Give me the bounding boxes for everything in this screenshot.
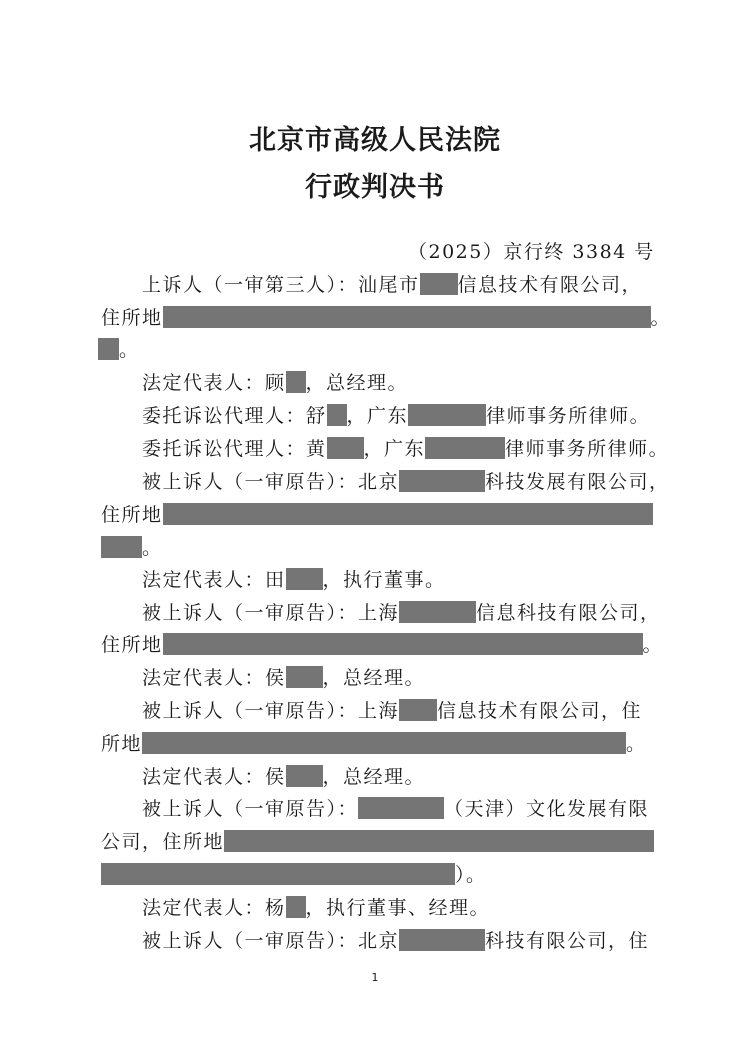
court-title: 北京市高级人民法院 (249, 125, 501, 156)
agent-label: 委托诉讼代理人： (142, 438, 307, 460)
agent-label: 委托诉讼代理人： (142, 405, 307, 427)
paren-period: ）。 (455, 864, 487, 886)
appellee-label: 被上诉人（一审原告）： (142, 930, 359, 952)
agent1-line (142, 404, 650, 428)
redaction-block (286, 568, 323, 590)
redaction-block (425, 437, 505, 459)
redaction-block (163, 503, 653, 525)
appellee3-line (142, 699, 642, 723)
law-firm: 律师事务所律师。 (486, 405, 651, 427)
redaction-block (286, 666, 323, 688)
rep-surname: 侯 (265, 667, 286, 689)
redaction-block (286, 896, 306, 918)
appellant-rep-line (142, 371, 408, 395)
appellee-label: 被上诉人（一审原告）： (142, 700, 359, 722)
redaction-block (98, 338, 119, 360)
appellee4-line (142, 797, 649, 821)
redaction-block (399, 929, 485, 951)
agent-surname: 舒 (306, 405, 327, 427)
appellee4-rep-line (142, 896, 490, 920)
province: 广东 (384, 438, 426, 460)
appellant-city: 汕尾市 (358, 274, 420, 296)
appellee-city: 北京 (358, 471, 400, 493)
rep-label: 法定代表人： (142, 372, 266, 394)
appellee-city: 北京 (358, 930, 400, 952)
page-number: 1 (371, 971, 379, 984)
appellee-label: 被上诉人（一审原告）： (142, 602, 359, 624)
period: 。 (642, 634, 664, 656)
appellee-company: 科技发展有限公司， (485, 471, 670, 493)
redaction-block (399, 470, 485, 492)
appellee-city: 上海 (358, 700, 400, 722)
redaction-block (163, 633, 643, 655)
appellee2-line (142, 601, 661, 625)
redaction-block (420, 273, 458, 295)
redaction-block (286, 765, 323, 787)
redaction-block (399, 699, 437, 721)
appellee-company: 信息技术有限公司，住 (437, 700, 643, 722)
appellee1-address-line (101, 503, 653, 527)
period: 。 (650, 307, 672, 329)
appellee2-address-line (101, 633, 663, 657)
period: 。 (142, 537, 163, 559)
address-label: 所地 (101, 733, 143, 755)
appellee3-address-line (101, 732, 647, 756)
rep-label: 法定代表人： (142, 897, 266, 919)
appellee-company: 科技有限公司，住 (485, 930, 650, 952)
appellee5-line (142, 929, 649, 953)
redaction-block (224, 830, 654, 852)
comma: ， (346, 405, 368, 427)
rep-label: 法定代表人： (142, 569, 266, 591)
appellee1-rep-line (142, 568, 446, 592)
redaction-block (358, 797, 444, 819)
rep-label: 法定代表人： (142, 667, 266, 689)
comma: ， (322, 569, 344, 591)
appellee4-address-cont (101, 863, 487, 887)
agent2-line (142, 437, 669, 461)
redaction-block (163, 306, 651, 328)
appellee-company: 信息科技有限公司， (476, 602, 661, 624)
redaction-block (327, 404, 347, 426)
appellee4-address-line (101, 830, 654, 854)
comma: ， (305, 897, 327, 919)
rep-title: 总经理。 (343, 667, 426, 689)
appellee2-rep-line (142, 666, 425, 690)
case-number-text: （2025）京行终 3384 号 (408, 241, 655, 263)
redaction-block (142, 732, 626, 754)
appellee-label: 被上诉人（一审原告）： (142, 798, 359, 820)
document-type-title: 行政判决书 (305, 172, 445, 203)
period: 。 (626, 733, 647, 755)
rep-title: 总经理。 (326, 372, 409, 394)
appellant-line (142, 273, 642, 297)
redaction-block (399, 601, 476, 623)
comma: ， (305, 372, 327, 394)
comma: ， (363, 438, 385, 460)
appellee-label: 被上诉人（一审原告）： (142, 471, 359, 493)
rep-surname: 侯 (265, 766, 286, 788)
appellant-company: 信息技术有限公司， (457, 274, 643, 296)
appellant-address-cont (98, 338, 140, 362)
province: 广东 (367, 405, 409, 427)
rep-surname: 杨 (265, 897, 286, 919)
address-label: 住所地 (101, 504, 163, 526)
appellee3-rep-line (142, 765, 425, 789)
agent-surname: 黄 (306, 438, 327, 460)
rep-title: 执行董事、经理。 (326, 897, 491, 919)
rep-surname: 田 (265, 569, 286, 591)
appellee1-line (142, 470, 670, 494)
appellant-label: 上诉人（一审第三人）： (142, 274, 359, 296)
comma: ， (322, 667, 344, 689)
appellee-company: （天津）文化发展有限 (444, 798, 650, 820)
redaction-block (327, 437, 364, 459)
appellant-address-line (101, 306, 671, 330)
redaction-block (408, 404, 486, 426)
rep-surname: 顾 (265, 372, 286, 394)
rep-label: 法定代表人： (142, 766, 266, 788)
redaction-block (101, 863, 455, 885)
case-number (408, 240, 655, 264)
address-label: 住所地 (101, 634, 163, 656)
period: 。 (119, 339, 140, 361)
rep-title: 执行董事。 (343, 569, 446, 591)
address-label: 公司，住所地 (101, 831, 225, 853)
redaction-block (101, 536, 142, 558)
rep-title: 总经理。 (343, 766, 426, 788)
comma: ， (322, 766, 344, 788)
appellee1-address-cont (101, 536, 163, 560)
redaction-block (286, 371, 306, 393)
law-firm: 律师事务所律师。 (505, 438, 670, 460)
appellee-city: 上海 (358, 602, 400, 624)
address-label: 住所地 (101, 307, 163, 329)
